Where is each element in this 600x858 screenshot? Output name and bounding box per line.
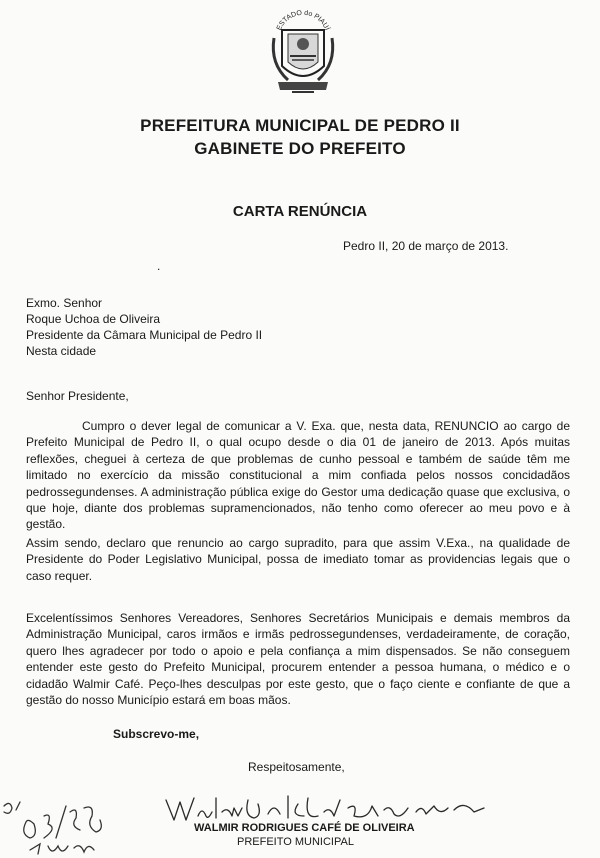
closing-subscribe: Subscrevo-me,: [113, 727, 200, 741]
signer-role: PREFEITO MUNICIPAL: [237, 836, 354, 848]
paragraph-3-text: Excelentíssimos Senhores Vereadores, Senhores Secretários Municipais e demais membros da Administração Municipal, caros irmãos e irmãs pedrossegundenses, verdadeiramente, de coração, quero lhes agradecer por todo o apoio e pela confiança a mim dispensados. Se não conseguem entender este gesto do Prefeito Municipal, procurem entender a pessoa humana, o médico e o cidadão Walmir Café. Peço-lhes desculpas por este gesto, que o faço ciente e confiante de que a gestão do nosso Município estará em boas mãos.: [26, 611, 570, 708]
letter-date: Pedro II, 20 de março de 2013.: [343, 239, 509, 253]
addressee-salutation: Exmo. Senhor: [26, 296, 103, 310]
closing-regards: Respeitosamente,: [248, 760, 345, 774]
paragraph-1-text: Cumpro o dever legal de comunicar a V. Exa. que, nesta data, RENUNCIO ao cargo de Prefeito Municipal de Pedro II, o qual ocupo desde o dia 01 de janeiro de 2013. Após muitas reflexões, cheguei à certeza de que problemas de cunho pessoal e também de saúde têm me limitado no exercício da missão constitucional a mim confiada pelos nossos concidadãos pedrossegundenses. A administração pública exige do Gestor uma dedicação quase que exclusiva, o que hoje, diante dos problemas supramencionados, não tenho como oferecer ao meu povo e à gestão.: [26, 419, 570, 532]
paragraph-2-text: Assim sendo, declaro que renuncio ao cargo supradito, para que assim V.Exa., na qualidade de Presidente do Poder Legislativo Municipal, possa de imediato tomar as providencias legais que o caso requer.: [26, 536, 570, 583]
addressee-place: Nesta cidade: [26, 344, 97, 358]
signer-name: WALMIR RODRIGUES CAFÉ DE OLIVEIRA: [194, 822, 415, 834]
paragraph-3: [26, 610, 570, 708]
header-line-1: PREFEITURA MUNICIPAL DE PEDRO II: [140, 116, 460, 135]
paragraph-1: [26, 418, 570, 533]
greeting: Senhor Presidente,: [26, 389, 129, 403]
handwritten-margin-note: [0, 798, 110, 858]
svg-text:ESTADO do PIAUÍ: [276, 10, 332, 32]
addressee-role: Presidente da Câmara Municipal de Pedro II: [26, 328, 263, 342]
header-line-2: GABINETE DO PREFEITO: [194, 139, 406, 158]
stray-dot: .: [157, 259, 161, 273]
addressee-name: Roque Uchoa de Oliveira: [26, 312, 161, 326]
seal-text: ESTADO do PIAUÍ: [275, 9, 331, 32]
document-title: CARTA RENÚNCIA: [232, 203, 368, 220]
state-coat-of-arms-seal: [268, 4, 338, 100]
paragraph-2: [26, 535, 570, 584]
